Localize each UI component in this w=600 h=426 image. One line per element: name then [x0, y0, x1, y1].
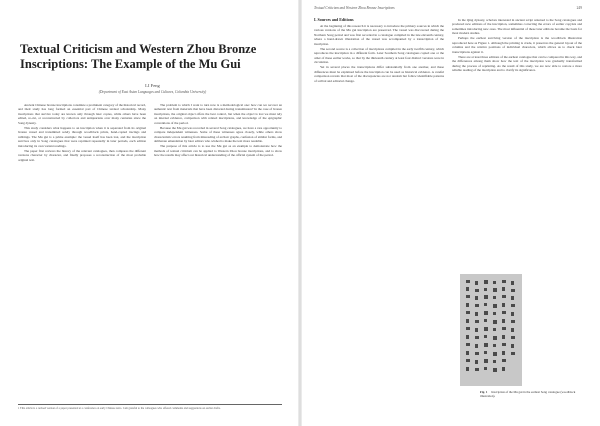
- footnote: 1 This article is a revised version of a paper presented at a conference on early Chinese texts. I am grateful to the colleagues who offered comments and suggestions on earlier drafts.: [18, 404, 282, 410]
- paragraph: In the Qing dynasty, scholars interested in ancient script returned to the Song catalogues and produced new editions of the inscription, sometimes correcting the errors of earlier copyists and sometimes introducing new ones. The most influential of these later editions became the basis for most modern studies.: [452, 18, 582, 36]
- paragraph: Perhaps the earliest surviving version of the inscription is the woodblock illustration reproduced here as Figure 1. Although the printing is crude, it preserves the general layout of the columns and the relative positions of individual characters, which allows us to check later transcriptions against it.: [452, 36, 582, 54]
- inscription-figure: [460, 274, 522, 386]
- right-column-2: [452, 18, 582, 268]
- paragraph: The second source is a collection of inscriptions compiled in the early twelfth century, which reproduces the inscription in a different form. Later Southern Song catalogues copied one or the other of these earlier works, so that by the thirteenth century at least four distinct versions were in circulation.: [314, 46, 444, 65]
- paragraph: Yet in several places the transcriptions differ substantially from one another, and these differences must be explained before the inscription can be used as historical evidence. A careful comparison reveals that most of the discrepancies are not random but follow identifiable patterns of scribal and editorial change.: [314, 65, 444, 83]
- paragraph: At the beginning of this research it is necessary to introduce the primary sources in which the various versions of the Mu gui inscription are preserved. The vessel was discovered during the Northern Song period and was first recorded in a catalogue compiled in the late eleventh century, where a hand-drawn illustration of the vessel was accompanied by a transcription of the inscription.: [314, 23, 444, 46]
- left-column-2: [154, 103, 282, 398]
- paragraph: The paper first reviews the history of the relevant catalogues, then compares the different versions character by character, and finally proposes a reconstruction of the most probable original text.: [18, 148, 146, 162]
- running-head: [314, 6, 582, 10]
- article-title: Textual Criticism and Western Zhou Bronze Inscriptions: The Example of the Mu Gui: [20, 42, 257, 71]
- section-heading: I. Sources and Editions: [314, 18, 354, 22]
- inscription-rubbing-image: [460, 274, 522, 386]
- paragraph: Ancient Chinese bronze inscriptions constitute a prominent category of the historical record, and their study has long formed an essential part of Chinese textual scholarship. Many inscriptions that survive today are known only through later copies, while others have been edited, re-cut, or reconstructed by collectors and antiquarians over many centuries since the Song dynasty.: [18, 103, 146, 125]
- figure-caption: [480, 390, 590, 398]
- page-number: 249: [576, 6, 582, 10]
- paragraph: Because the Mu gui was recorded in several Song catalogues, we have a rare opportunity to compare independent witnesses. Some of these witnesses agree closely, while others show characteristic errors resulting from misreading of archaic graphs, confusion of similar forms, and deliberate emendation by later editors who wished to make the text more readable.: [154, 125, 282, 144]
- right-column-1: [314, 18, 444, 410]
- paragraph: The problem to which I want to turn now is a methodological one: how can we recover an authentic text from materials that have been distorted during transmission? In the case of bronze inscriptions, the original object offers the best control, but when the object is lost we must rely on internal evidence, comparison with related inscriptions, and knowledge of the epigraphic conventions of the period.: [154, 103, 282, 125]
- left-column-1: [18, 103, 146, 398]
- author-name: LI Feng: [145, 83, 160, 88]
- figure-label: Fig. 1: [480, 390, 488, 394]
- paragraph: This study considers what happens to an inscription when it is separated from its original bronze vessel and transmitted solely through woodblock prints, hand-copied tracings and rubbings. The Mu gui is a prime example: the vessel itself has been lost, and the inscription survives only in Song catalogues that were reprinted repeatedly in later periods, each edition introducing its own variant readings.: [18, 125, 146, 148]
- running-head-title: Textual Criticism and Western Zhou Bronze Inscriptions: [314, 6, 395, 10]
- paragraph: There are at least three editions of the earliest catalogue that can be compared in this way, and the differences among them show how the text of the inscription was gradually transformed during the process of reprinting. As the result of this study, we are now able to restore a more reliable reading of the inscription and to clarify its significance.: [452, 54, 582, 73]
- figure-caption-text: Inscription of the Mu gui in the earliest Song catalogue (woodblock illustration).: [480, 390, 576, 398]
- paragraph: The purpose of this article is to use the Mu gui as an example to demonstrate how the methods of textual criticism can be applied to Western Zhou bronze inscriptions, and to show how the results may affect our historical understanding of the official system of the period.: [154, 144, 282, 158]
- author-affiliation: (Department of East Asian Languages and Cultures, Columbia University): [98, 90, 207, 94]
